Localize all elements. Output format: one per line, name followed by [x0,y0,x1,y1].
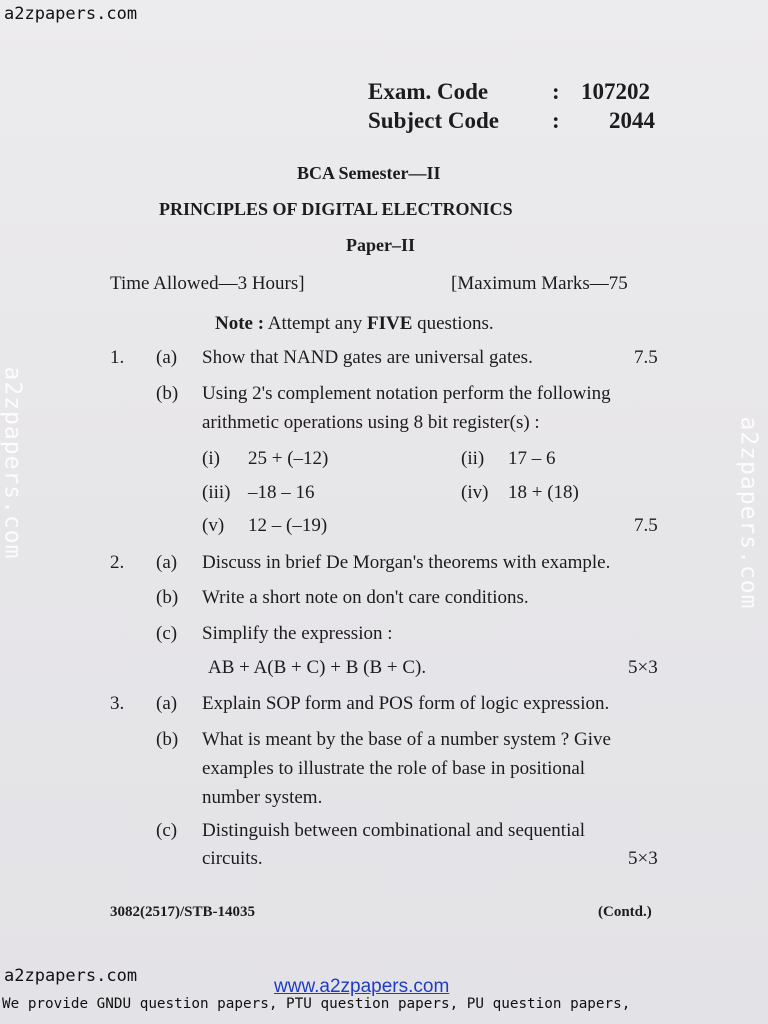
q1b-i-text: 25 + (–12) [248,448,329,469]
q1b-line2: arithmetic operations using 8 bit register(s) : [202,412,540,433]
q2c-text: Simplify the expression : [202,623,393,644]
q3b-label: (b) [156,729,179,750]
q3c-line1: Distinguish between combinational and sequential [202,820,586,841]
q1b-iv-label: (iv) [461,482,489,503]
subject-code-colon: : [552,108,560,133]
q1a-marks: 7.5 [634,347,658,368]
q1-number: 1. [110,347,125,368]
maximum-marks: [Maximum Marks—75 [451,273,628,294]
watermark-left: a2zpapers.com [0,366,26,560]
site-brand-top: a2zpapers.com [4,4,138,24]
q3a-text: Explain SOP form and POS form of logic expression. [202,693,610,714]
q3-marks: 5×3 [628,848,658,869]
exam-code-colon: : [552,79,560,104]
note-text-bold: FIVE [366,313,413,334]
q2c-expression: AB + A(B + C) + B (B + C). [208,657,427,678]
instruction-note [215,313,494,335]
q3b-line3: number system. [202,787,323,808]
subject-code-value: 2044 [609,108,655,133]
q2b-label: (b) [156,587,179,608]
note-text-post: questions. [417,313,494,334]
paper-title: Paper–II [346,235,415,255]
exam-code-value: 107202 [581,79,650,104]
q3b-line1: What is meant by the base of a number system ? Give [202,729,611,750]
q2-marks: 5×3 [628,657,658,678]
semester-title: BCA Semester—II [297,163,441,183]
q1a-label: (a) [156,347,178,368]
exam-code-label: Exam. Code [368,79,489,104]
paper-code-footer: 3082(2517)/STB-14035 [110,904,256,920]
q2-number: 2. [110,552,125,573]
q1a-text: Show that NAND gates are universal gates. [202,347,533,368]
q2a-label: (a) [156,552,178,573]
q1b-ii-text: 17 – 6 [508,448,556,469]
q1b-v-text: 12 – (–19) [248,515,328,536]
q1b-i-label: (i) [202,448,220,469]
site-brand-bottom: a2zpapers.com [4,966,138,986]
q3c-line2: circuits. [202,848,263,869]
q3a-label: (a) [156,693,178,714]
q2b-text: Write a short note on don't care conditions. [202,587,529,608]
note-text-pre: Attempt any [267,313,363,334]
q3b-line2: examples to illustrate the role of base in positional [202,758,586,779]
note-label: Note : [215,313,265,334]
subject-code-label: Subject Code [368,108,499,133]
time-allowed: Time Allowed—3 Hours] [110,273,305,294]
q3-number: 3. [110,693,125,714]
subject-title: PRINCIPLES OF DIGITAL ELECTRONICS [159,199,513,219]
q1b-iii-text: –18 – 16 [248,482,315,503]
q1b-iii-label: (iii) [202,482,231,503]
q2c-label: (c) [156,623,178,644]
q1b-ii-label: (ii) [461,448,485,469]
watermark-right: a2zpapers.com [735,416,762,610]
continued-marker: (Contd.) [598,904,652,920]
site-link[interactable]: www.a2zpapers.com [274,976,450,997]
q1b-label: (b) [156,383,179,404]
q1b-v-label: (v) [202,515,225,536]
q1b-iv-text: 18 + (18) [508,482,579,503]
q1b-line1: Using 2's complement notation perform the following [202,383,611,404]
q1b-marks: 7.5 [634,515,658,536]
q2a-text: Discuss in brief De Morgan's theorems with example. [202,552,611,573]
q3c-label: (c) [156,820,178,841]
site-promo-text: We provide GNDU question papers, PTU question papers, PU question papers, [2,996,631,1012]
